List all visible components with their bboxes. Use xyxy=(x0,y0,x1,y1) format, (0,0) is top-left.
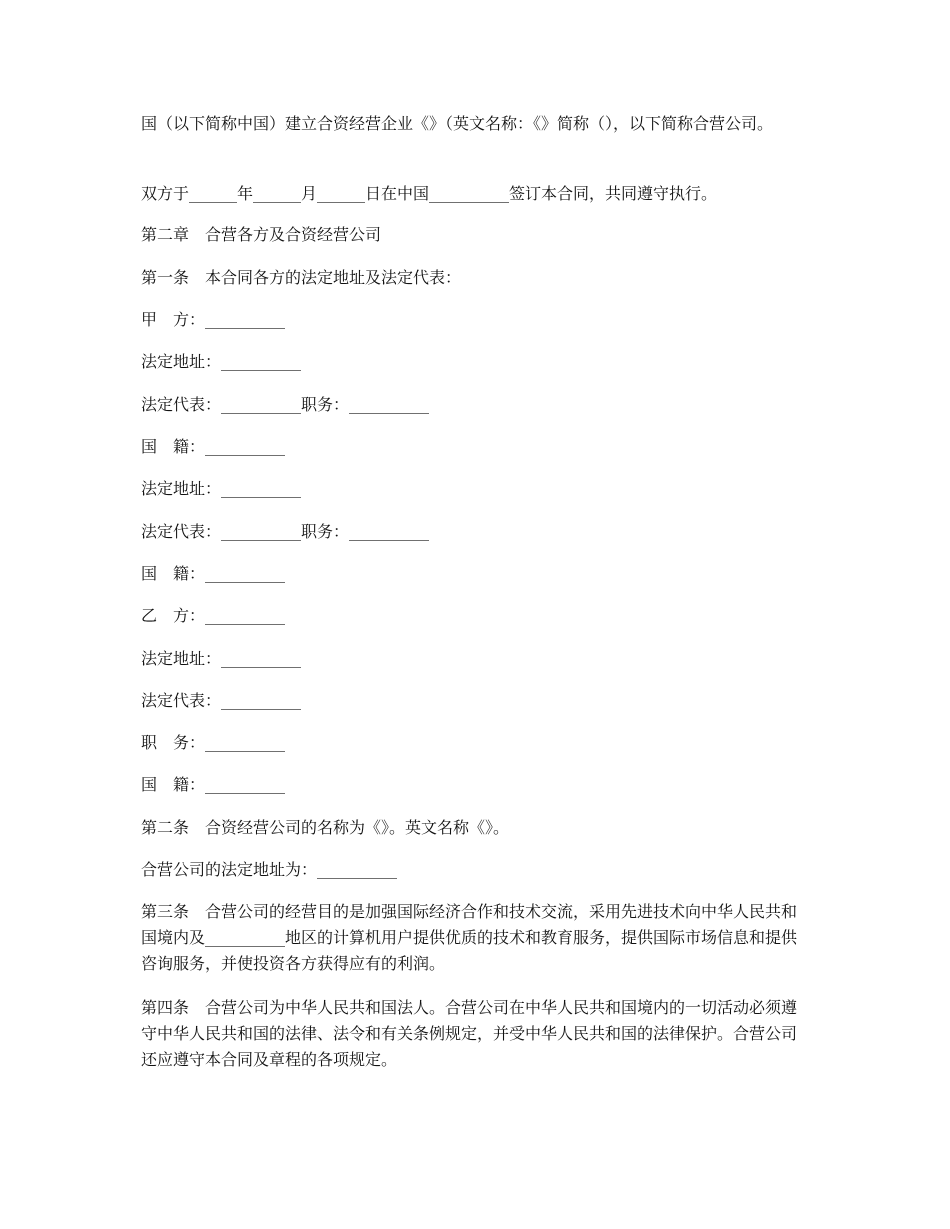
party-b-position: 职 务：__________ xyxy=(141,733,286,752)
party-a-nationality: 国 籍：__________ xyxy=(141,437,286,456)
article-4: 第四条 合营公司为中华人民共和国法人。合营公司在中华人民共和国境内的一切活动必须遵守中华人民共和国的法律、法令和有关条例规定，并受中华人民共和国的法律保护。合营公司还应遵守本合同及章程的各项规定。 xyxy=(141,998,798,1069)
party-a-legal-address: 法定地址：__________ xyxy=(141,352,302,371)
party-a-name: 甲 方：__________ xyxy=(141,310,286,329)
company-legal-address: 合营公司的法定地址为：__________ xyxy=(141,860,398,879)
article-3: 第三条 合营公司的经营目的是加强国际经济合作和技术交流，采用先进技术向中华人民共和国境内及__________地区的计算机用户提供优质的技术和教育服务，提供国际市场信息和提供咨询服务，并使投资各方获得应有的利润。 xyxy=(141,902,798,973)
paragraph-preamble: 国（以下简称中国）建立合资经营企业《》（英文名称：《》简称（），以下简称合营公司。 xyxy=(141,114,774,133)
article-2: 第二条 合资经营公司的名称为《》。英文名称《》。 xyxy=(141,818,510,837)
party-b-legal-address: 法定地址：__________ xyxy=(141,649,302,668)
article-1: 第一条 本合同各方的法定地址及法定代表： xyxy=(141,268,462,287)
party-b-representative: 法定代表：__________ xyxy=(141,691,302,710)
party-a-legal-address-2: 法定地址：__________ xyxy=(141,479,302,498)
party-a-representative: 法定代表：__________职务：__________ xyxy=(141,395,430,414)
chapter-heading: 第二章 合营各方及合资经营公司 xyxy=(141,225,382,244)
party-a-nationality-2: 国 籍：__________ xyxy=(141,564,286,583)
paragraph-signing-date: 双方于______年______月______日在中国__________签订本合同，共同遵守执行。 xyxy=(141,184,718,203)
party-a-representative-2: 法定代表：__________职务：__________ xyxy=(141,522,430,541)
party-b-name: 乙 方：__________ xyxy=(141,606,286,625)
party-b-nationality: 国 籍：__________ xyxy=(141,775,286,794)
